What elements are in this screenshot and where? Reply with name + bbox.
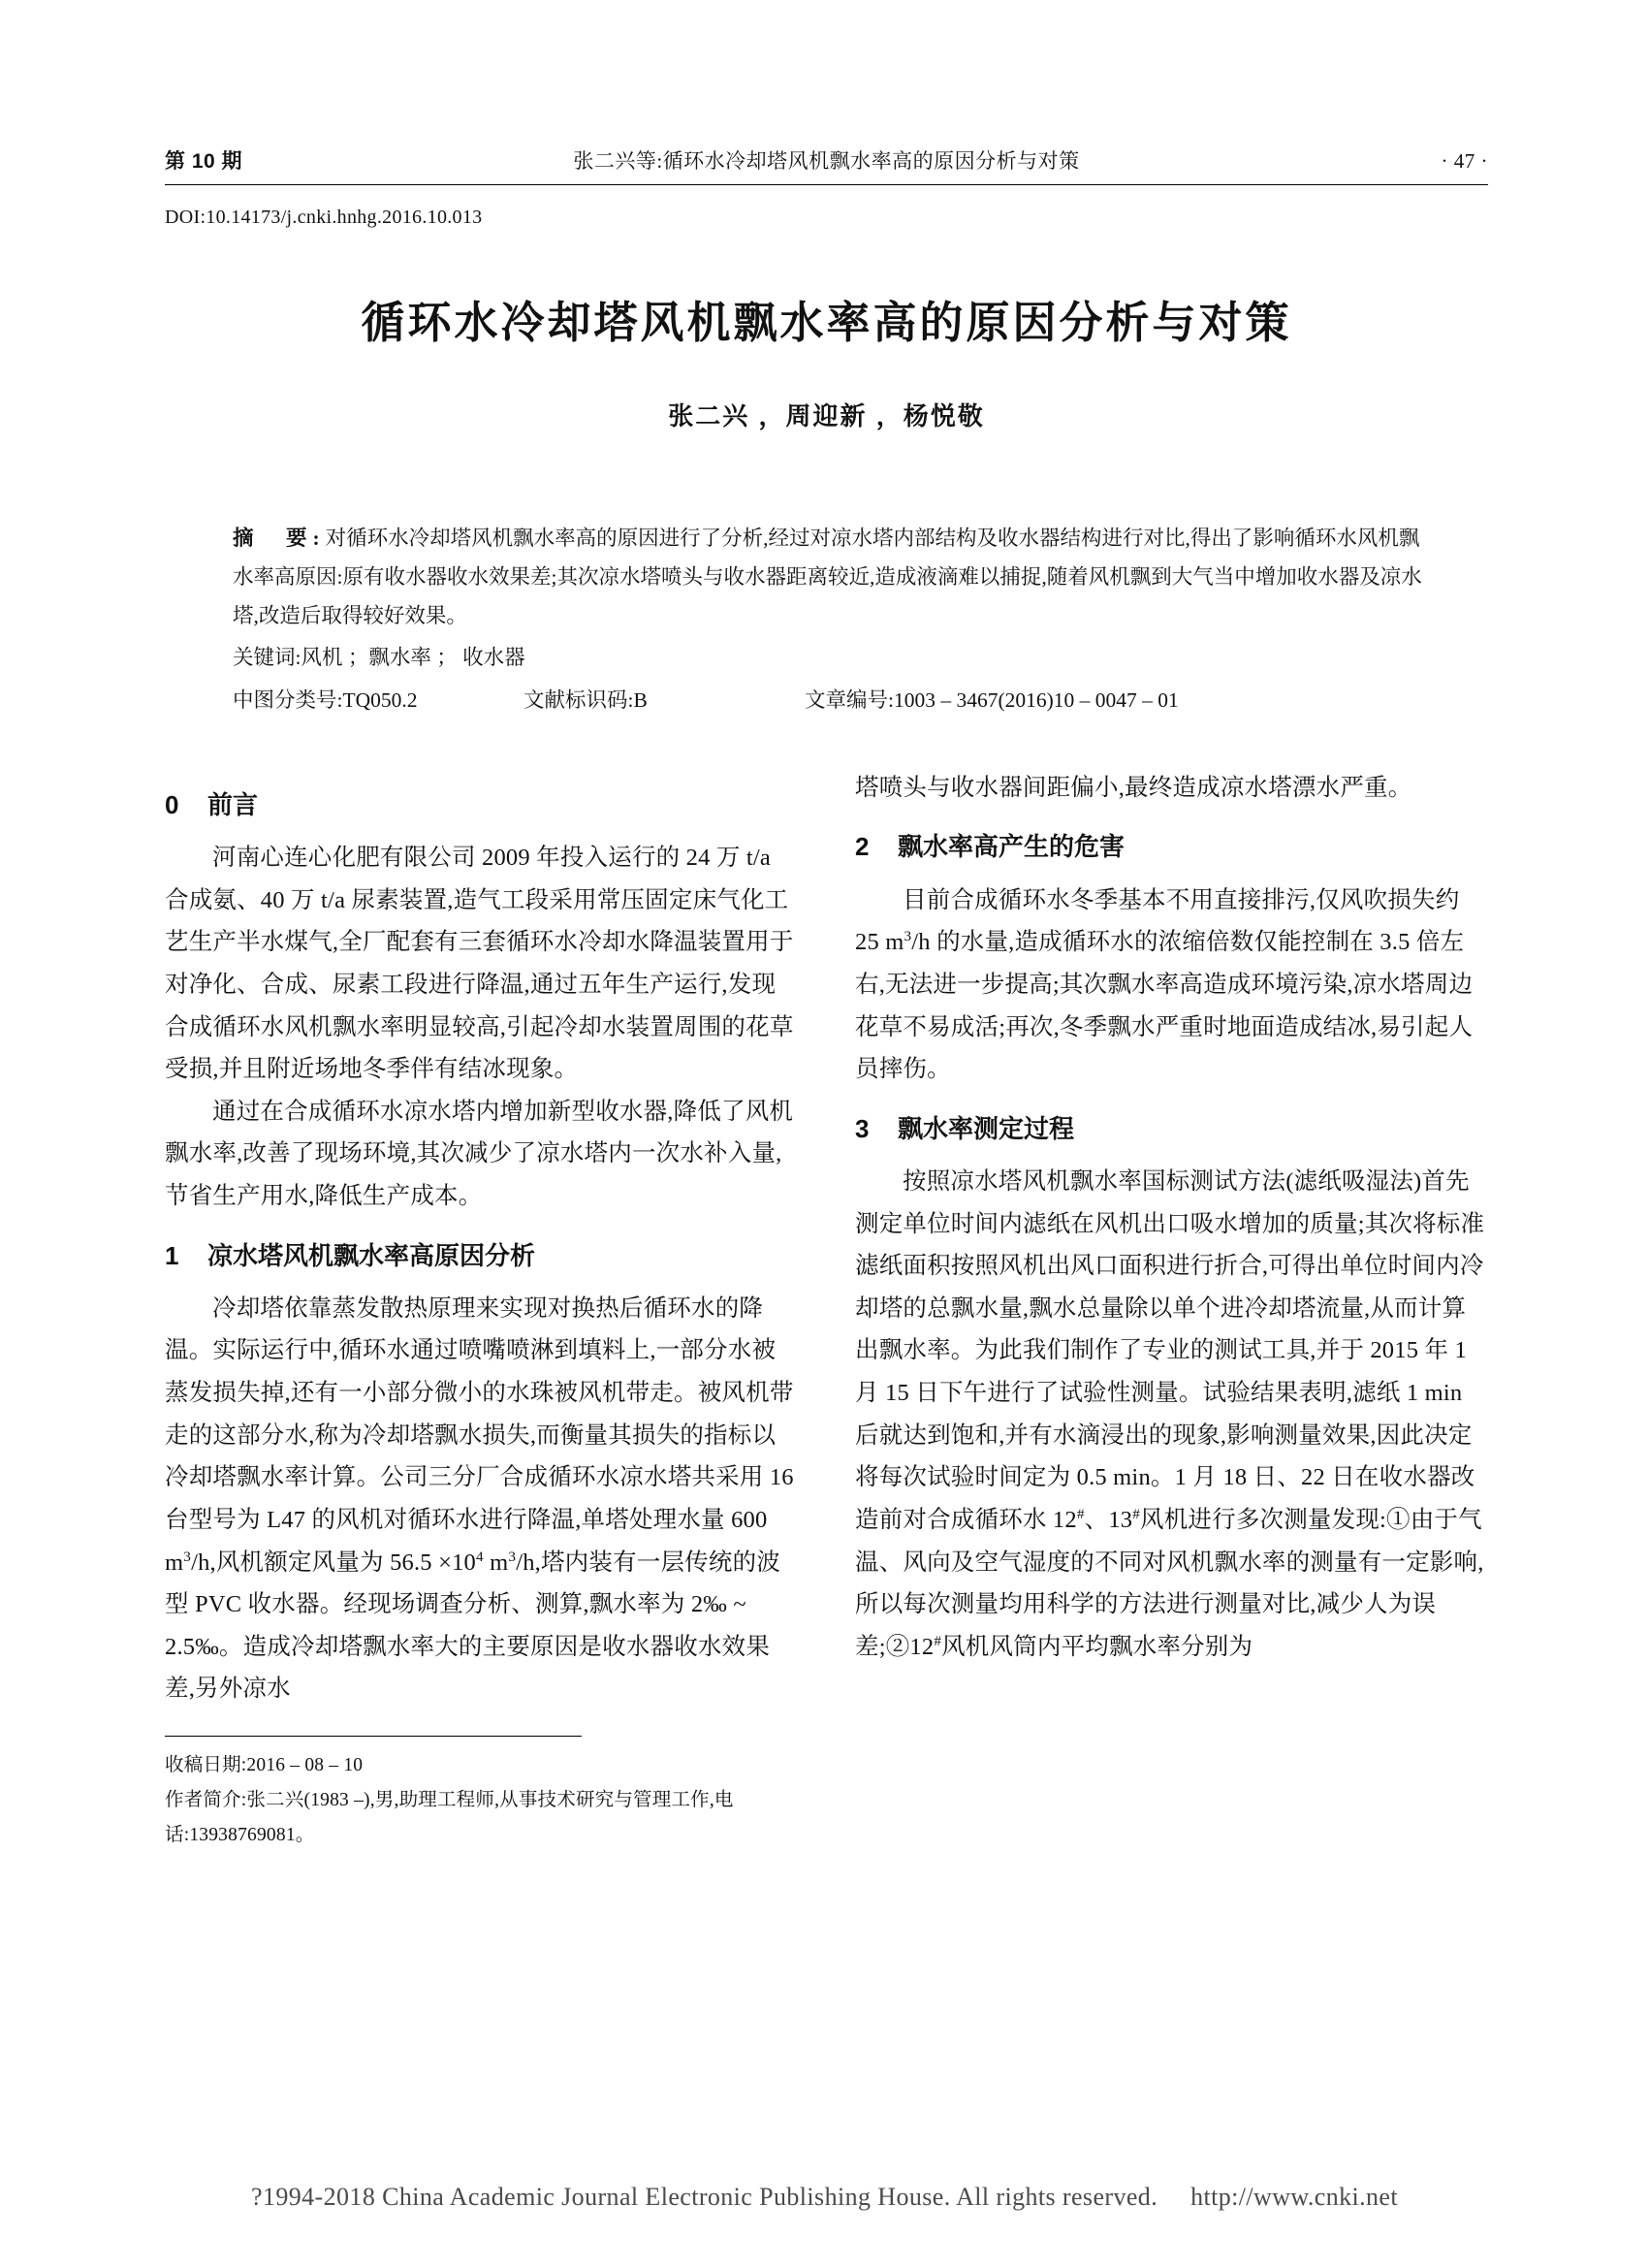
section-title-0: 前言 [207, 789, 259, 819]
section-title-2: 飘水率高产生的危害 [898, 832, 1126, 862]
received-date: 收稿日期:2016 – 08 – 10 [165, 1754, 364, 1775]
superscript-3b: 3 [508, 1548, 517, 1565]
paragraph-3-part4: /h,塔内装有一层传统的波型 PVC 收水器。经现场调查分析、测算,飘水率为 2‰ ~ 2.5‰。造成冷却塔飘水率大的主要原因是收水器收水效果差,另外凉水 [165, 1549, 780, 1703]
superscript-hash-2: # [1132, 1505, 1141, 1522]
abstract-block [165, 520, 1488, 720]
footnotes [165, 1748, 797, 1853]
paragraph-continued: 塔喷头与收水器间距偏小,最终造成凉水塔漂水严重。 [855, 774, 1412, 801]
header-rule [165, 184, 1488, 185]
abstract-content: 对循环水冷却塔风机飘水率高的原因进行了分析,经过对凉水塔内部结构及收水器结构进行对比,得出了影响循环水风机飘水率高原因:原有收水器收水效果差;其次凉水塔喷头与收水器距离较近,造成液滴难以捕捉,随着风机飘到大气当中增加收水器及凉水塔,改造后取得较好效果。 [233, 527, 1422, 627]
superscript-4: 4 [476, 1548, 484, 1565]
left-column [165, 767, 797, 1853]
paragraph-4-part2: /h 的水量,造成循环水的浓缩倍数仅能控制在 3.5 倍左右,无法进一步提高;其次飘水率高造成环境污染,凉水塔周边花草不易成活;再次,冬季飘水严重时地面造成结冰,易引起人员摔伤。 [855, 929, 1474, 1083]
body-columns [165, 767, 1488, 1853]
paragraph-3-part3: m [483, 1549, 509, 1576]
author-bio: 作者简介:张二兴(1983 –),男,助理工程师,从事技术研究与管理工作,电话:13938769081。 [165, 1790, 734, 1846]
section-number-0: 0 [165, 789, 179, 819]
running-head [165, 145, 1488, 175]
cnki-footer [0, 2183, 1649, 2212]
section-heading-3 [855, 1106, 1487, 1151]
paragraph-5-part1: 按照凉水塔风机飘水率国标测试方法(滤纸吸湿法)首先测定单位时间内滤纸在风机出口吸水增加的质量;其次将标准滤纸面积按照风机出风口面积进行折合,可得出单位时间内冷却塔的总飘水量,飘水总量除以单个进冷却塔流量,从而计算出飘水率。为此我们制作了专业的测试工具,并于 2015 年 1 月 15 日下午进行了试验性测量。试验结果表明,滤纸 1 min 后就达到饱和,并有水滴浸出的现象,影响测量效果,因此决定将每次试验时间定为 0.5 min。1 月 18 日、22 日在收水器改造前对合成循环水 12 [855, 1168, 1485, 1533]
right-column [855, 767, 1487, 1853]
page-title: 循环水冷却塔风机飘水率高的原因分析与对策 [361, 298, 1292, 347]
paragraph-5-part4: 风机风筒内平均飘水率分别为 [941, 1633, 1253, 1660]
issue-number: 第 10 期 [165, 150, 243, 173]
section-number-2: 2 [855, 832, 870, 862]
paragraph-3-part1: 冷却塔依靠蒸发散热原理来实现对换热后循环水的降温。实际运行中,循环水通过喷嘴喷淋到填料上,一部分水被蒸发损失掉,还有一小部分微小的水珠被风机带走。被风机带走的这部分水,称为冷却塔飘水损失,而衡量其损失的指标以冷却塔飘水率计算。公司三分厂合成循环水凉水塔共采用 16 台型号为 L47 的风机对循环水进行降温,单塔处理水量 600 m [165, 1294, 794, 1576]
running-title: 张二兴等:循环水冷却塔风机飘水率高的原因分析与对策 [573, 149, 1080, 173]
abstract-text [233, 520, 1440, 635]
section-heading-0 [165, 783, 797, 827]
section-heading-1 [165, 1233, 797, 1278]
section-number-3: 3 [855, 1113, 870, 1143]
superscript-3: 3 [183, 1548, 192, 1565]
article-id: 文章编号:1003 – 3467(2016)10 – 0047 – 01 [805, 688, 1179, 713]
copyright-text: ?1994-2018 China Academic Journal Electronic Publishing House. All rights reserved. [251, 2183, 1158, 2211]
author-list: 张二兴 ，周迎新 ，杨悦敬 [668, 401, 985, 431]
section-title-3: 飘水率测定过程 [898, 1113, 1075, 1143]
abstract-label: 摘 要: [233, 527, 326, 550]
keywords: 关键词:风机 ；飘水率 ； 收水器 [233, 646, 525, 670]
cnki-url[interactable]: http://www.cnki.net [1190, 2183, 1398, 2211]
section-title-1: 凉水塔风机飘水率高原因分析 [207, 1240, 536, 1270]
section-number-1: 1 [165, 1240, 179, 1270]
superscript-hash-1: # [1076, 1505, 1085, 1522]
footnote-rule [165, 1736, 582, 1737]
superscript-3c: 3 [904, 928, 912, 945]
page-content [165, 145, 1488, 1853]
paragraph-2: 通过在合成循环水凉水塔内增加新型收水器,降低了风机飘水率,改善了现场环境,其次减少了凉水塔内一次水补入量,节省生产用水,降低生产成本。 [165, 1098, 794, 1209]
clc-number: 中图分类号:TQ050.2 [233, 688, 418, 713]
paragraph-5-part2: 、13 [1084, 1506, 1133, 1533]
paragraph-5 [855, 1161, 1487, 1668]
paragraph-4 [855, 879, 1487, 1091]
paragraph-1: 河南心连心化肥有限公司 2009 年投入运行的 24 万 t/a 合成氨、40 万 t/a 尿素装置,造气工段采用常压固定床气化工艺生产半水煤气,全厂配套有三套循环水冷却水降温装置用于对净化、合成、尿素工段进行降温,通过五年生产运行,发现合成循环水风机飘水率明显较高,引起冷却水装置周围的花草受损,并且附近场地冬季伴有结冰现象。 [165, 845, 794, 1083]
classification-line [233, 682, 1440, 720]
superscript-hash-3: # [934, 1632, 942, 1649]
page-number: · 47 · [1441, 149, 1488, 173]
paragraph-5-part3: 风机进行多次测量发现:①由于气温、风向及空气湿度的不同对风机飘水率的测量有一定影响,所以每次测量均用科学的方法进行测量对比,减少人为误差;②12 [855, 1506, 1484, 1660]
section-heading-2 [855, 824, 1487, 869]
document-code: 文献标识码:B [523, 688, 648, 713]
doi-line: DOI:10.14173/j.cnki.hnhg.2016.10.013 [165, 207, 483, 228]
paragraph-3-part2: /h,风机额定风量为 56.5 ×10 [191, 1549, 476, 1576]
paragraph-4-part1: 目前合成循环水冬季基本不用直接排污,仅风吹损失约 25 m [855, 886, 1460, 956]
paragraph-3 [165, 1288, 797, 1710]
